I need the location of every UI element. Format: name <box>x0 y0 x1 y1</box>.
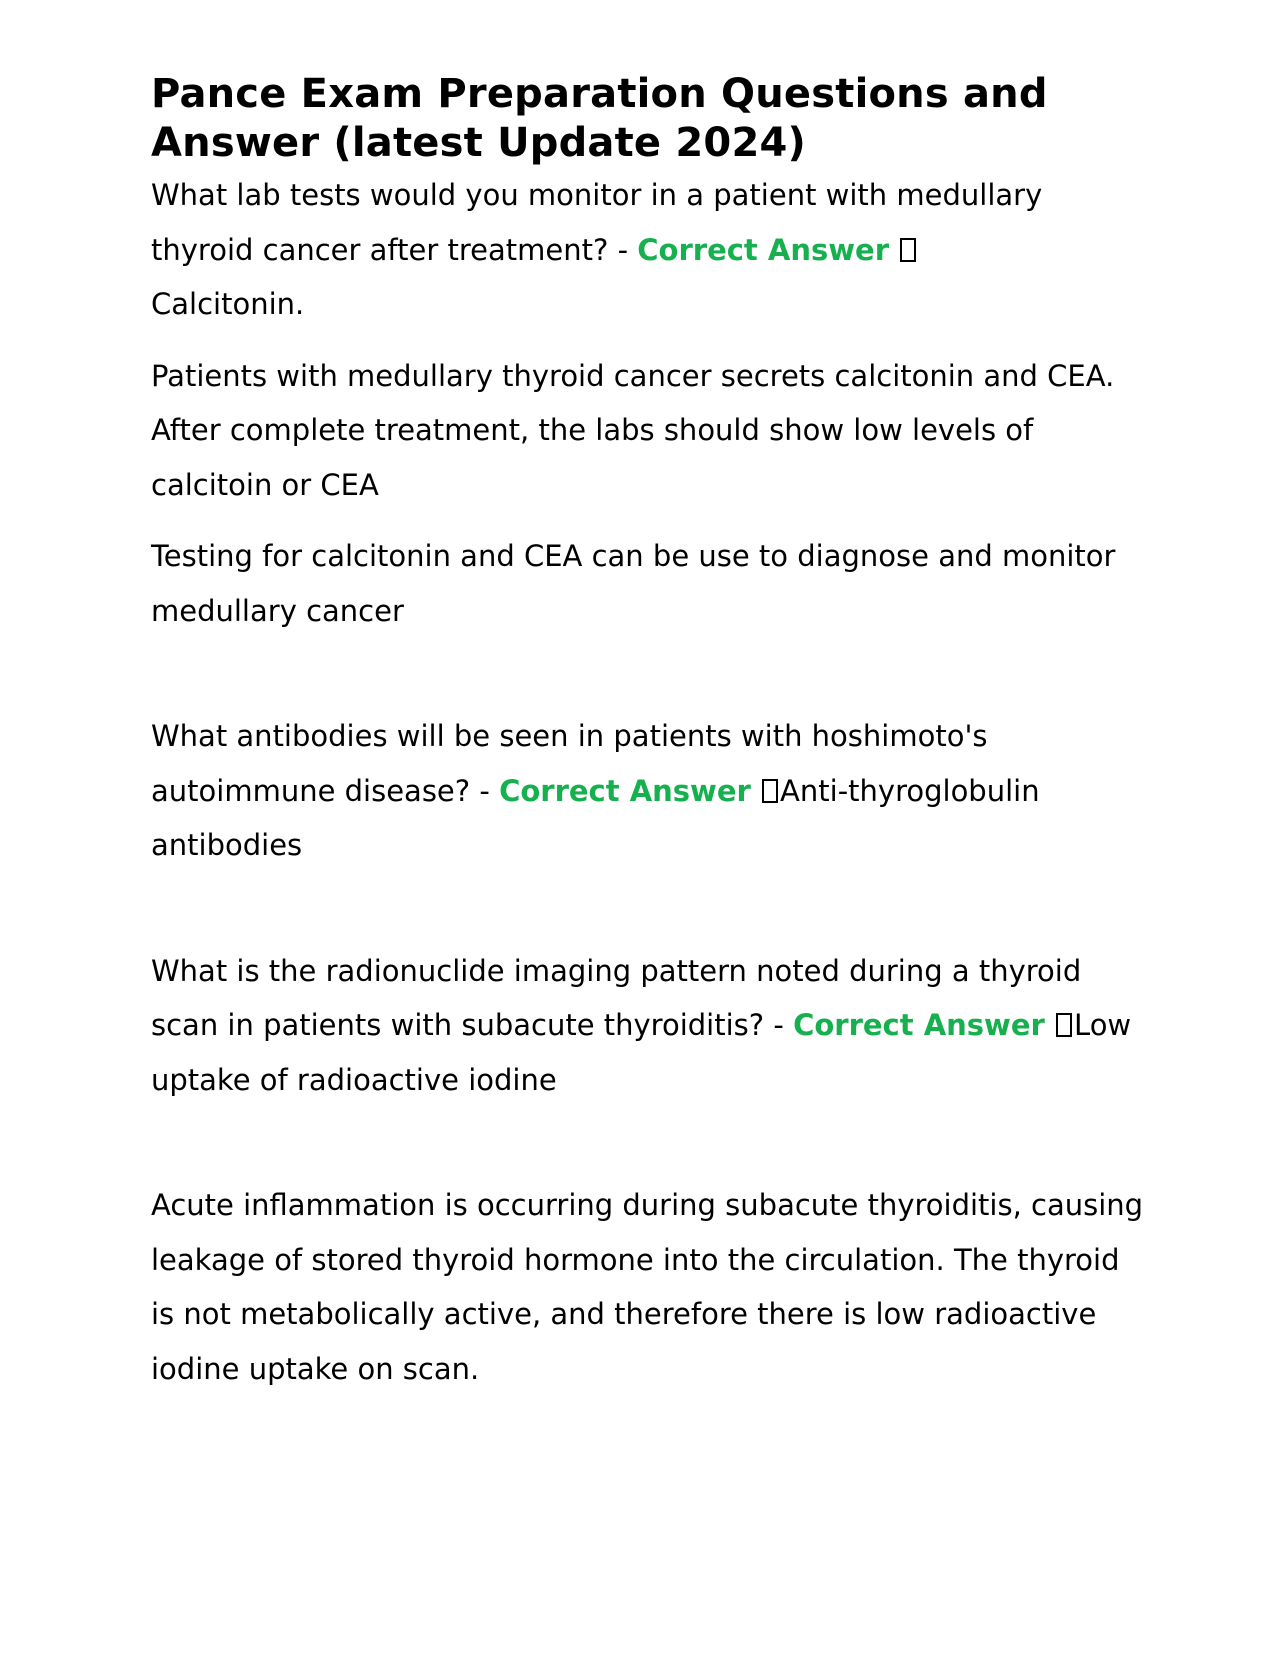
answer-separator: - <box>608 232 638 267</box>
missing-glyph-box-icon <box>1056 1013 1072 1037</box>
answer-text: Low uptake of radioactive iodine <box>151 1008 1132 1097</box>
qa-item-2 <box>151 709 1151 873</box>
explanation-paragraph: Patients with medullary thyroid cancer secrets calcitonin and CEA. After complete treatment, the labs should show low levels of calcitoin or CEA <box>151 358 1115 502</box>
question-text: What is the radionuclide imaging pattern noted during a thyroid scan in patients with subacute thyroiditis? <box>151 953 1082 1042</box>
missing-glyph-box-icon <box>762 779 778 803</box>
correct-answer-label: Correct Answer <box>499 773 751 808</box>
document-page <box>151 70 1151 1396</box>
qa-item-3 <box>151 944 1151 1108</box>
answer-text: Anti-thyroglobulin antibodies <box>151 773 1040 862</box>
question-text: What antibodies will be seen in patients with hoshimoto's autoimmune disease? <box>151 719 988 808</box>
answer-text: Calcitonin. <box>151 287 305 321</box>
qa-item-1 <box>151 168 1151 332</box>
trailing-explanation-paragraph: Acute inflammation is occurring during subacute thyroiditis, causing leakage of stored thyroid hormone into the circulation. The thyroid is not metabolically active, and therefore there is low radioactive iodine uptake on scan. <box>151 1188 1144 1386</box>
answer-separator: - <box>470 773 500 808</box>
correct-answer-label: Correct Answer <box>637 232 890 267</box>
page-title: Pance Exam Preparation Questions and Answer (latest Update 2024) <box>151 71 1048 166</box>
explanation-paragraph: Testing for calcitonin and CEA can be use to diagnose and monitor medullary cancer <box>151 539 1116 628</box>
missing-glyph-box-icon <box>900 238 916 262</box>
question-text: What lab tests would you monitor in a patient with medullary thyroid cancer after treatment? <box>151 178 1043 267</box>
correct-answer-label: Correct Answer <box>793 1008 1045 1042</box>
answer-separator: - <box>764 1008 794 1042</box>
